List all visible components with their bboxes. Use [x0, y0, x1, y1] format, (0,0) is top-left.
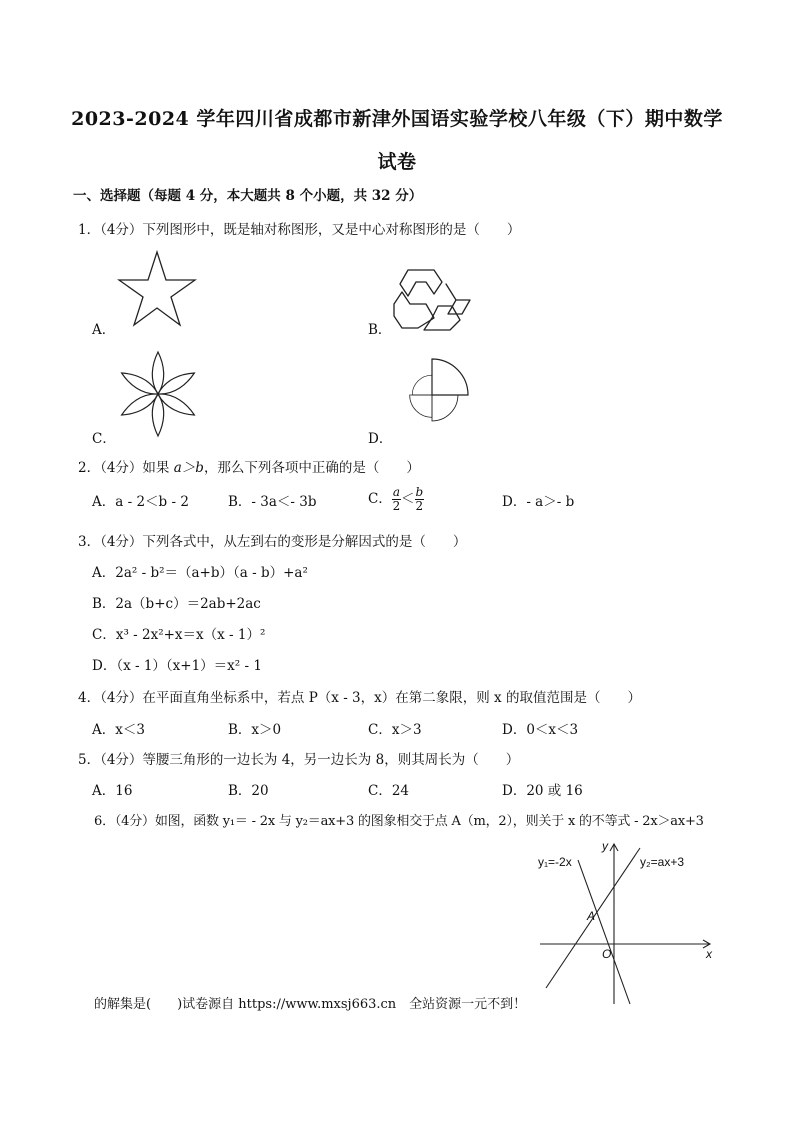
q4-option-a: A．x＜3: [92, 722, 145, 738]
q2-stem-condition: a＞b: [173, 460, 204, 476]
q3-option-d: D．（x - 1）（x+1）＝x² - 1: [92, 658, 262, 674]
q6-stem: 6．（4分）如图，函数 y₁＝ - 2x 与 y₂＝ax+3 的图象相交于点 A（m，2），则关于 x 的不等式 - 2x＞ax+3: [94, 814, 704, 829]
four-blade-pinwheel-icon: [392, 356, 478, 438]
q2-option-a: A．a - 2＜b - 2: [92, 494, 189, 510]
q2-option-d: D．- a＞- b: [502, 494, 575, 510]
label-y1: y₁=-2x: [538, 855, 572, 869]
q2-fraction-a-over-2: [392, 486, 401, 513]
exam-title-line2: 试卷: [377, 151, 417, 173]
q3-option-b: B．2a（b+c）＝2ab+2ac: [92, 596, 261, 612]
q4-stem: 4．（4分）在平面直角坐标系中，若点 P（x - 3，x）在第二象限，则 x 的取值范围是（ ）: [78, 690, 641, 706]
q2-stem: [78, 456, 420, 476]
q4-option-b: B．x＞0: [228, 722, 282, 738]
six-petal-flower-icon: [115, 350, 201, 438]
line-y1: [578, 860, 630, 1004]
q1-option-c-label: C．: [92, 431, 116, 447]
label-origin: O: [602, 947, 612, 961]
q1-stem: 1．（4分）下列图形中，既是轴对称图形，又是中心对称图形的是（ ）: [78, 222, 521, 238]
q5-option-c: C．24: [368, 783, 410, 799]
q5-stem: 5．（4分）等腰三角形的一边长为 4，另一边长为 8，则其周长为（ ）: [78, 752, 520, 768]
label-point-a: A: [587, 909, 596, 923]
q2-frac2-den: 2: [415, 499, 424, 513]
q2-stem-suffix: ，那么下列各项中正确的是（ ）: [203, 460, 420, 476]
q5-option-b: B．20: [228, 783, 269, 799]
q2-option-b: B．- 3a＜- 3b: [228, 494, 317, 510]
q1-option-d-label: D．: [368, 431, 393, 447]
q2-fraction-b-over-2: [415, 486, 425, 513]
recycling-triangle-icon: [390, 262, 474, 332]
q2-frac1-den: 2: [392, 499, 401, 513]
q1-option-b-label: B．: [368, 322, 392, 338]
q2-frac1-num: a: [392, 485, 400, 499]
q3-option-c: C．x³ - 2x²+x＝x（x - 1）²: [92, 627, 266, 643]
q5-option-a: A．16: [92, 783, 133, 799]
label-x-axis: x: [706, 947, 712, 961]
label-y2: y₂=ax+3: [640, 855, 685, 869]
five-pointed-star-icon: [117, 249, 197, 329]
q2-option-c-relation: ＜: [401, 491, 415, 507]
q6-tail: 的解集是( )试卷源自 https://www.mxsj663.cn 全站资源一元不到！: [94, 997, 527, 1012]
q2-option-c: [368, 486, 424, 513]
q2-option-c-label: C．: [368, 491, 392, 507]
section-heading: 一、选择题（每题 4 分，本大题共 8 个小题，共 32 分）: [73, 188, 423, 204]
q4-option-d: D．0＜x＜3: [502, 722, 579, 738]
exam-title-line1: 2023-2024 学年四川省成都市新津外国语实验学校八年级（下）期中数学: [71, 108, 723, 130]
q1-option-a-label: A．: [92, 322, 116, 338]
q3-option-a: A．2a² - b²＝（a+b）（a - b）+a²: [92, 565, 308, 581]
q2-frac2-num: b: [415, 485, 424, 499]
q3-stem: 3．（4分）下列各式中，从左到右的变形是分解因式的是（ ）: [78, 534, 467, 550]
q2-stem-prefix: 2．（4分）如果: [78, 460, 174, 476]
label-y-axis: y: [602, 839, 608, 853]
function-graph: [530, 838, 720, 1008]
q4-option-c: C．x＞3: [368, 722, 422, 738]
q5-option-d: D．20 或 16: [502, 783, 583, 799]
